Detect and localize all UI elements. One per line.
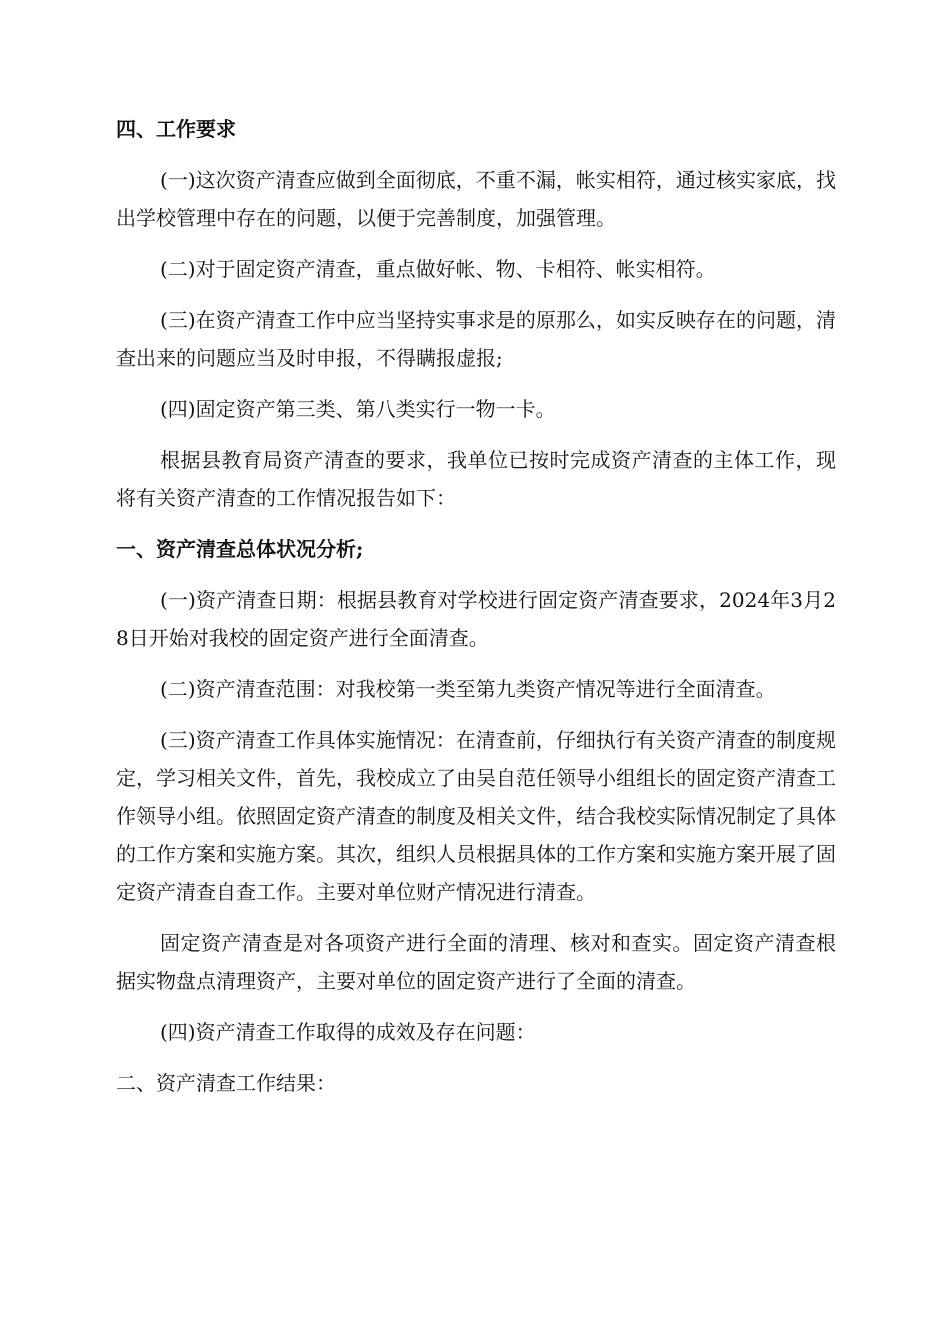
paragraph-fixed-asset-definition: 固定资产清查是对各项资产进行全面的清理、核对和查实。固定资产清查根据实物盘点清理资产，主要对单位的固定资产进行了全面的清查。 bbox=[116, 931, 836, 993]
paragraph-inventory-scope: (二)资产清查范围：对我校第一类至第九类资产情况等进行全面清查。 bbox=[160, 677, 776, 701]
paragraph-results-and-issues: (四)资产清查工作取得的成效及存在问题： bbox=[160, 1020, 536, 1044]
paragraph-requirement-4: (四)固定资产第三类、第八类实行一物一卡。 bbox=[160, 397, 556, 421]
paragraph-inventory-date: (一)资产清查日期：根据县教育对学校进行固定资产清查要求，2024年3月28日开始对我校的固定资产进行全面清查。 bbox=[116, 588, 836, 650]
section-heading-overall-analysis: 一、资产清查总体状况分析; bbox=[116, 537, 364, 561]
paragraph-implementation: (三)资产清查工作具体实施情况：在清查前，仔细执行有关资产清查的制度规定，学习相关文件，首先，我校成立了由吴自范任领导小组组长的固定资产清查工作领导小组。依照固定资产清查的制度及相关文件，结合我校实际情况制定了具体的工作方案和实施方案。其次，组织人员根据具体的工作方案和实施方案开展了固定资产清查自查工作。主要对单位财产情况进行清查。 bbox=[116, 728, 836, 904]
section-heading-work-requirements: 四、工作要求 bbox=[116, 117, 236, 141]
paragraph-requirement-1: (一)这次资产清查应做到全面彻底，不重不漏，帐实相符，通过核实家底，找出学校管理中存在的问题，以便于完善制度，加强管理。 bbox=[116, 168, 836, 230]
section-heading-inventory-results: 二、资产清查工作结果： bbox=[116, 1071, 336, 1095]
paragraph-report-intro: 根据县教育局资产清查的要求，我单位已按时完成资产清查的主体工作，现将有关资产清查的工作情况报告如下： bbox=[116, 448, 836, 510]
paragraph-requirement-2: (二)对于固定资产清查，重点做好帐、物、卡相符、帐实相符。 bbox=[160, 257, 716, 281]
document-body bbox=[116, 110, 836, 1115]
paragraph-requirement-3: (三)在资产清查工作中应当坚持实事求是的原那么，如实反映存在的问题，清查出来的问题应当及时申报，不得瞒报虚报; bbox=[116, 308, 836, 370]
